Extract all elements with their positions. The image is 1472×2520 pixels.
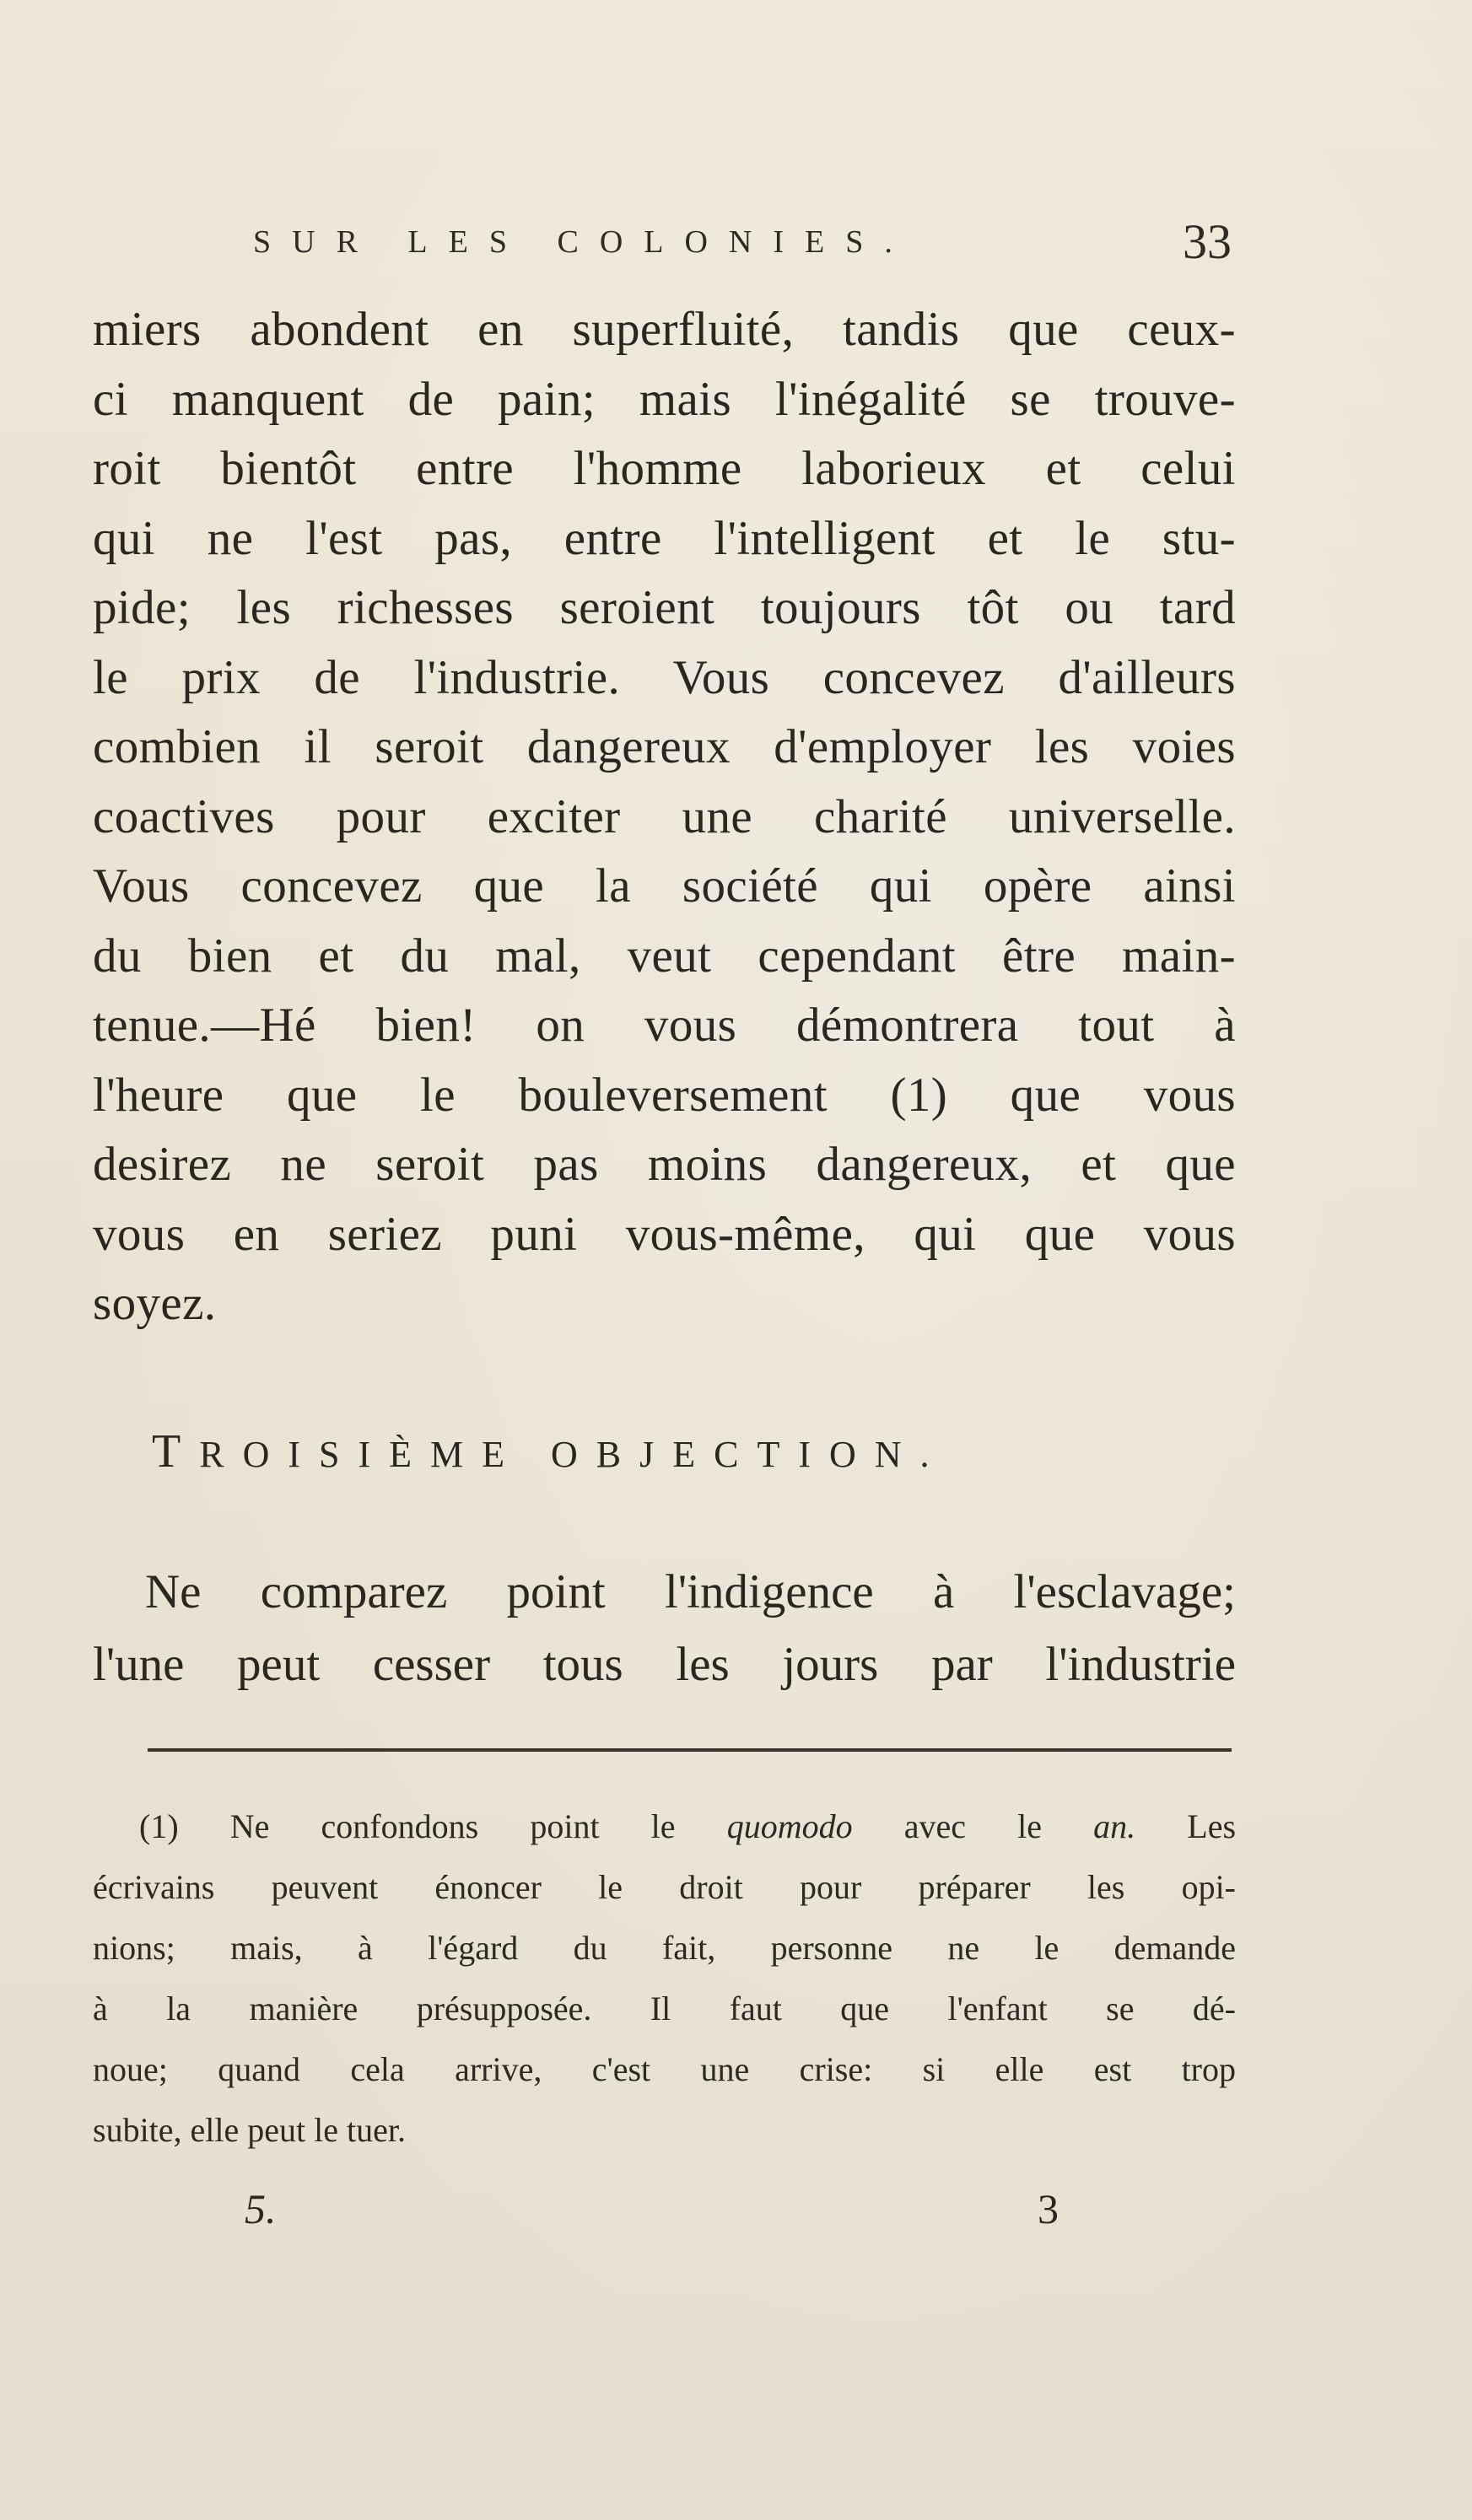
- page-header: [253, 213, 1232, 272]
- text-line: Vous concevez que la société qui opère ainsi: [93, 859, 1236, 913]
- text-line: ci manquent de pain; mais l'inégalité se trouve-: [93, 372, 1236, 426]
- section-heading: [152, 1422, 1206, 1484]
- text-line: roit bientôt entre l'homme laborieux et celui: [93, 442, 1236, 495]
- text-line: vous en seriez puni vous-même, qui que vous: [93, 1207, 1236, 1261]
- text-line: soyez.: [93, 1277, 217, 1330]
- footnote-marker: (1): [139, 1807, 179, 1845]
- footnote-line: écrivains peuvent énoncer le droit pour préparer les opi-: [93, 1868, 1236, 1906]
- text-line: combien il seroit dangereux d'employer les voies: [93, 720, 1236, 773]
- text-line: miers abondent en superfluité, tandis que ceux-: [93, 303, 1236, 356]
- footnote-line: noue; quand cela arrive, c'est une crise: si elle est trop: [93, 2050, 1236, 2088]
- text-line: coactives pour exciter une charité universelle.: [93, 789, 1236, 843]
- footnote-italic: quomodo: [726, 1807, 853, 1845]
- footnote-line: nions; mais, à l'égard du fait, personne ne le demande: [93, 1929, 1236, 1967]
- sheet-number: 3: [1038, 2185, 1059, 2232]
- footnote-line: à la manière présupposée. Il faut que l'enfant se dé-: [93, 1990, 1236, 2027]
- text-line: desirez ne seroit pas moins dangereux, et que: [93, 1138, 1236, 1191]
- text-line: pide; les richesses seroient toujours tôt ou tard: [93, 581, 1236, 634]
- footnote-line: [93, 1796, 1236, 1857]
- page-number: 33: [1183, 214, 1232, 269]
- footnote-text: Ne confondons point le: [229, 1807, 676, 1845]
- text-line: tenue.—Hé bien! on vous démontrera tout à: [93, 999, 1236, 1052]
- footnote-line: subite, elle peut le tuer.: [93, 2111, 406, 2149]
- text-line: l'heure que le bouleversement (1) que vous: [93, 1068, 1236, 1122]
- running-title: SUR LES COLONIES.: [253, 224, 914, 260]
- main-paragraph: [93, 295, 1236, 1339]
- footnote: [93, 1796, 1236, 2161]
- footnote-text: Les: [1187, 1807, 1237, 1845]
- text-line: qui ne l'est pas, entre l'intelligent et le stu-: [93, 511, 1236, 565]
- heading-initial: T: [152, 1425, 200, 1478]
- footnote-text: avec le: [903, 1807, 1042, 1845]
- text-line: l'une peut cesser tous les jours par l'industrie: [93, 1638, 1236, 1691]
- text-line: le prix de l'industrie. Vous concevez d'ailleurs: [93, 650, 1236, 704]
- footnote-rule: [148, 1748, 1232, 1752]
- second-paragraph: [93, 1556, 1236, 1701]
- signature-mark: 5.: [245, 2185, 277, 2232]
- heading-rest: ROISIÈME OBJECTION.: [199, 1434, 948, 1475]
- text-line: Ne comparez point l'indigence à l'esclavage;: [145, 1565, 1236, 1618]
- text-line: du bien et du mal, veut cependant être main-: [93, 929, 1236, 983]
- footnote-italic: an.: [1093, 1807, 1136, 1845]
